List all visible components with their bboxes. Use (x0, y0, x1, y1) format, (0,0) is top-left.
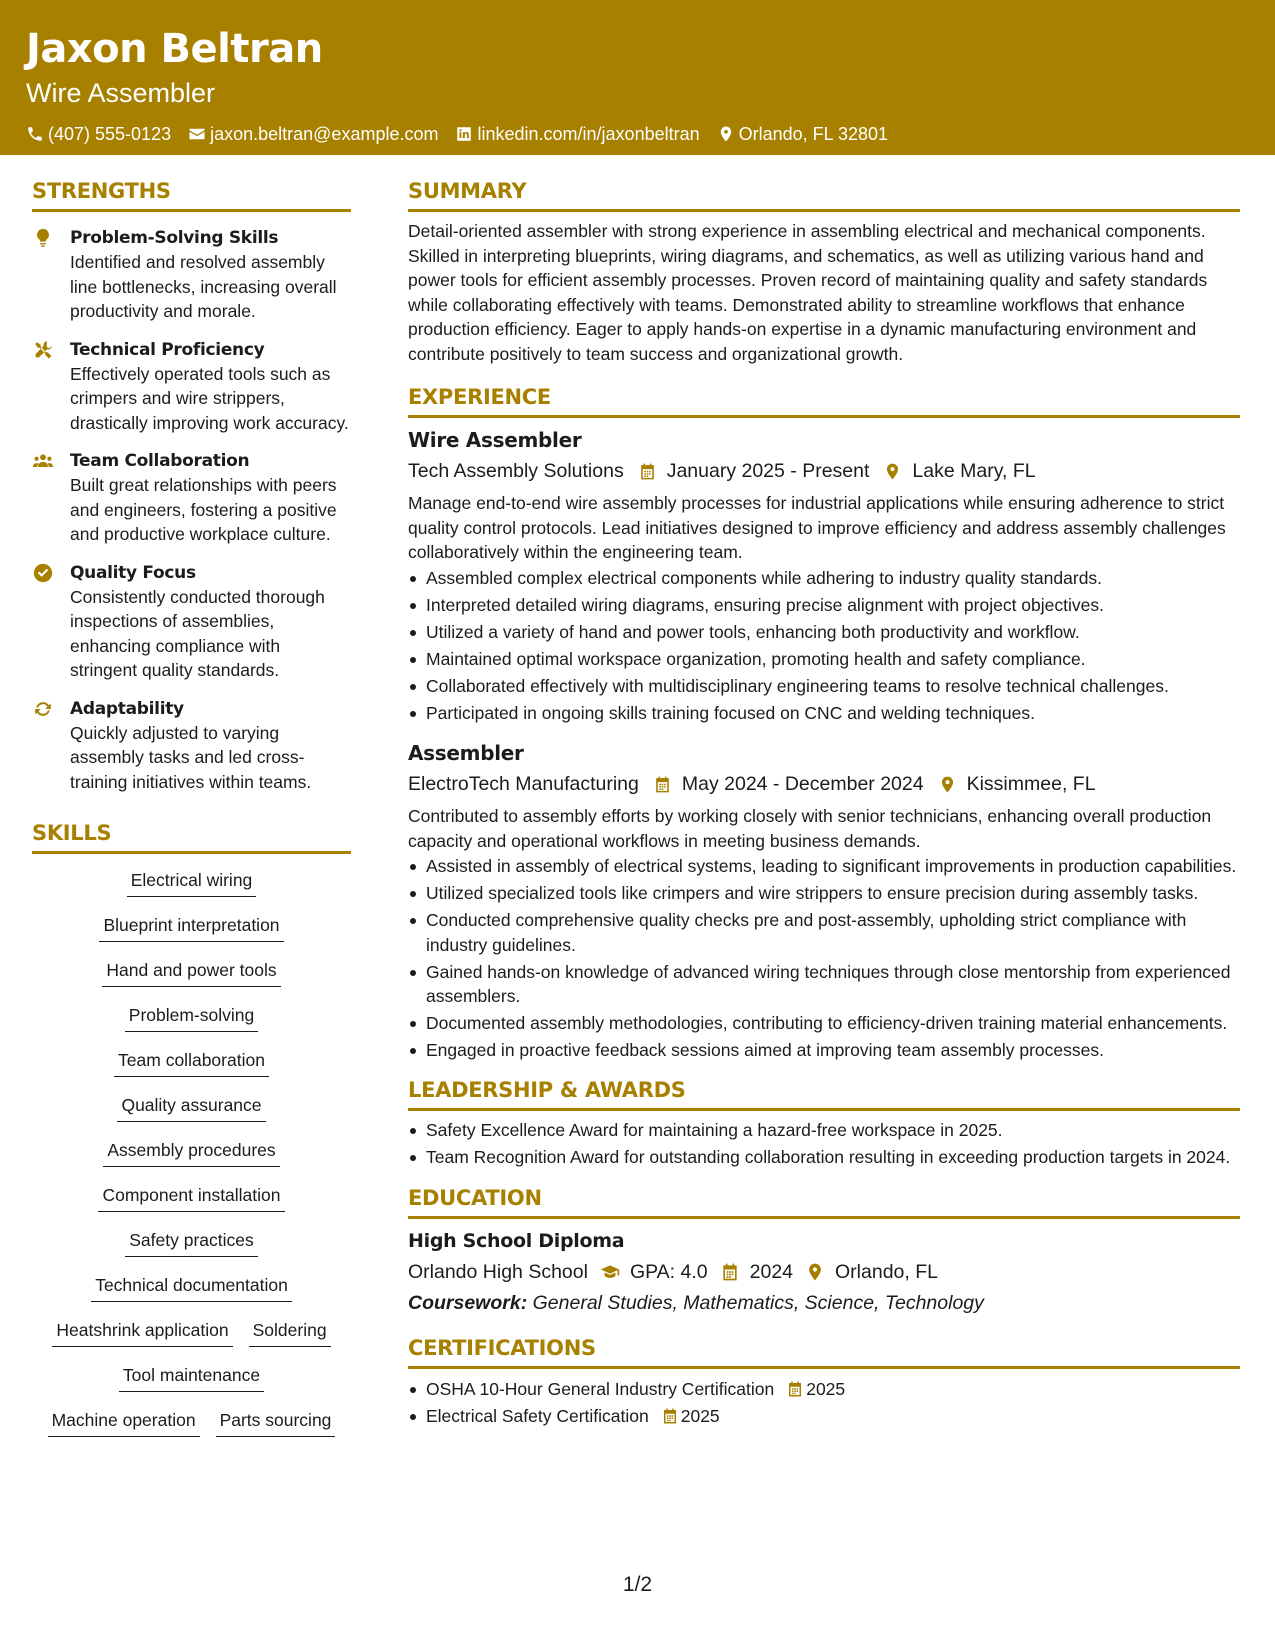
contact-email[interactable] (188, 122, 438, 146)
education-school: Orlando High School (408, 1261, 588, 1283)
right-column (408, 176, 1240, 1431)
skill-tag: Problem-solving (125, 1003, 258, 1032)
strength-title: Technical Proficiency (70, 339, 265, 360)
phone-icon (26, 125, 44, 143)
job-location: Lake Mary, FL (912, 460, 1036, 482)
summary-text: Detail-oriented assembler with strong experience in assembling electrical and mechanical components. Skilled in interpreting blueprints, wiring diagrams, and schematics, as well as utilizing various hand and power tools for efficient assembly processes. Proven record of maintaining quality and safety standards while collaborating effectively with teams. Demonstrated ability to streamline workflows that enhance production efficiency. Eager to apply hands-on expertise in a dynamic manufacturing environment and contribute positively to team success and organizational growth. (408, 221, 1208, 364)
job-company: ElectroTech Manufacturing (408, 773, 639, 795)
job-meta (408, 457, 1240, 485)
lightbulb-icon (32, 227, 54, 249)
skill-tag: Quality assurance (117, 1093, 265, 1122)
check-circle-icon (32, 562, 54, 584)
skill-tag: Soldering (249, 1318, 331, 1347)
list-item: Interpreted detailed wiring diagrams, ensuring precise alignment with project objectives. (408, 593, 1240, 618)
map-pin-icon (938, 775, 957, 794)
list-item: Assisted in assembly of electrical systems, leading to significant improvements in production capabilities. (408, 854, 1240, 879)
job-entry (408, 739, 1240, 1063)
map-pin-icon (883, 462, 902, 481)
education-meta (408, 1258, 1240, 1286)
skill-tag: Electrical wiring (127, 868, 257, 897)
map-pin-icon (805, 1262, 825, 1282)
job-title: Assembler (408, 741, 524, 765)
leadership-heading: LEADERSHIP & AWARDS (408, 1075, 1240, 1111)
education-location: Orlando, FL (835, 1261, 938, 1283)
skill-tag: Parts sourcing (216, 1408, 336, 1437)
contact-bar (26, 122, 1249, 146)
skill-tag: Component installation (98, 1183, 284, 1212)
calendar-icon (720, 1262, 740, 1282)
calendar-icon (661, 1407, 679, 1425)
calendar-icon (638, 462, 657, 481)
list-item: Maintained optimal workspace organization, promoting health and safety compliance. (408, 647, 1240, 672)
certification-name: Electrical Safety Certification (426, 1406, 649, 1426)
strength-desc: Effectively operated tools such as crimpers and wire strippers, drastically improving work accuracy. (70, 363, 349, 433)
envelope-icon (188, 125, 206, 143)
graduation-cap-icon (600, 1262, 620, 1282)
list-item: Utilized specialized tools like crimpers and wire strippers to ensure precision during assembly tasks. (408, 881, 1240, 906)
strength-desc: Built great relationships with peers and engineers, fostering a positive and productive workplace culture. (70, 475, 337, 544)
contact-linkedin[interactable] (455, 122, 699, 146)
education-degree: High School Diploma (408, 1230, 625, 1252)
skills-heading: SKILLS (32, 818, 351, 854)
skill-tag: Heatshrink application (52, 1318, 232, 1347)
skill-tag: Tool maintenance (119, 1363, 264, 1392)
strength-item (32, 226, 351, 324)
resume-header (0, 0, 1275, 155)
education-entry (408, 1227, 1240, 1317)
strength-desc: Identified and resolved assembly line bottlenecks, increasing overall productivity and morale. (70, 252, 337, 321)
location-text: Orlando, FL 32801 (738, 124, 889, 144)
candidate-role: Wire Assembler (26, 78, 216, 108)
users-icon (32, 450, 54, 472)
strength-title: Quality Focus (70, 562, 196, 583)
list-item: Engaged in proactive feedback sessions aimed at improving team assembly processes. (408, 1038, 1240, 1063)
skill-tag: Technical documentation (91, 1273, 292, 1302)
list-item: Assembled complex electrical components while adhering to industry quality standards. (408, 566, 1240, 591)
skill-tag: Machine operation (48, 1408, 200, 1437)
job-entry (408, 426, 1240, 725)
calendar-icon (786, 1380, 804, 1398)
certification-year: 2025 (680, 1406, 720, 1426)
certification-item (408, 1377, 1240, 1402)
map-pin-icon (717, 125, 735, 143)
skill-tag: Safety practices (125, 1228, 258, 1257)
strength-item (32, 449, 351, 547)
experience-heading: EXPERIENCE (408, 382, 1240, 418)
strength-title: Problem-Solving Skills (70, 228, 279, 248)
education-heading: EDUCATION (408, 1183, 1240, 1219)
certification-name: OSHA 10-Hour General Industry Certification (426, 1379, 775, 1399)
job-dates: January 2025 - Present (666, 460, 870, 482)
sync-icon (32, 698, 54, 720)
contact-location (717, 122, 888, 146)
list-item: Participated in ongoing skills training focused on CNC and welding techniques. (408, 701, 1240, 726)
coursework-text: General Studies, Mathematics, Science, Technology (532, 1292, 984, 1314)
leadership-list (408, 1118, 1240, 1170)
page-number: 1/2 (622, 1573, 653, 1596)
strength-desc: Quickly adjusted to varying assembly tasks and led cross-training initiatives within teams. (70, 722, 312, 792)
job-meta (408, 770, 1240, 798)
strength-title: Adaptability (70, 698, 184, 719)
skill-tag: Assembly procedures (103, 1138, 279, 1167)
strength-title: Team Collaboration (70, 451, 250, 471)
certifications-list (408, 1377, 1240, 1429)
job-bullets (408, 854, 1240, 1063)
skills-list (32, 868, 351, 1453)
list-item: Gained hands-on knowledge of advanced wiring techniques through close mentorship from experienced assemblers. (408, 960, 1240, 1009)
strength-desc: Consistently conducted thorough inspections of assemblies, enhancing compliance with stringent quality standards. (70, 586, 325, 680)
certification-year: 2025 (806, 1379, 846, 1399)
list-item: Safety Excellence Award for maintaining a hazard-free workspace in 2025. (408, 1118, 1240, 1143)
email-text: jaxon.beltran@example.com (210, 124, 439, 144)
strengths-heading: STRENGTHS (32, 176, 351, 212)
coursework-label: Coursework: (408, 1292, 528, 1314)
job-description: Contributed to assembly efforts by working closely with senior technicians, enhancing overall production capacity and operational workflows in meeting business demands. (408, 806, 1212, 851)
strength-item (32, 697, 351, 795)
job-title: Wire Assembler (408, 428, 582, 452)
certification-item (408, 1404, 1240, 1429)
contact-phone[interactable] (26, 122, 171, 146)
education-coursework (408, 1289, 1240, 1317)
linkedin-text: linkedin.com/in/jaxonbeltran (477, 124, 700, 144)
linkedin-icon (455, 125, 473, 143)
job-bullets (408, 566, 1240, 726)
skill-tag: Team collaboration (114, 1048, 269, 1077)
strength-item (32, 561, 351, 683)
summary-heading: SUMMARY (408, 176, 1240, 212)
education-year: 2024 (749, 1261, 794, 1283)
list-item: Utilized a variety of hand and power tools, enhancing both productivity and workflow. (408, 620, 1240, 645)
job-description: Manage end-to-end wire assembly processes for industrial applications while ensuring adherence to strict quality control protocols. Lead initiatives designed to improve efficiency and address assembly challenges collaboratively within the engineering team. (408, 493, 1226, 562)
job-company: Tech Assembly Solutions (408, 460, 624, 482)
list-item: Documented assembly methodologies, contributing to efficiency-driven training material enhancements. (408, 1011, 1240, 1036)
list-item: Conducted comprehensive quality checks pre and post-assembly, upholding strict compliance with industry guidelines. (408, 908, 1240, 957)
calendar-icon (653, 775, 672, 794)
job-location: Kissimmee, FL (966, 773, 1096, 795)
phone-text: (407) 555-0123 (48, 124, 172, 144)
left-column (32, 176, 351, 1453)
list-item: Team Recognition Award for outstanding collaboration resulting in exceeding production targets in 2024. (408, 1145, 1240, 1170)
tools-icon (32, 339, 54, 361)
skill-tag: Hand and power tools (102, 958, 280, 987)
strength-item (32, 338, 351, 436)
list-item: Collaborated effectively with multidisciplinary engineering teams to resolve technical challenges. (408, 674, 1240, 699)
candidate-name: Jaxon Beltran (26, 26, 323, 72)
job-dates: May 2024 - December 2024 (681, 773, 924, 795)
education-gpa: GPA: 4.0 (629, 1261, 708, 1283)
skill-tag: Blueprint interpretation (99, 913, 283, 942)
certifications-heading: CERTIFICATIONS (408, 1333, 1240, 1369)
